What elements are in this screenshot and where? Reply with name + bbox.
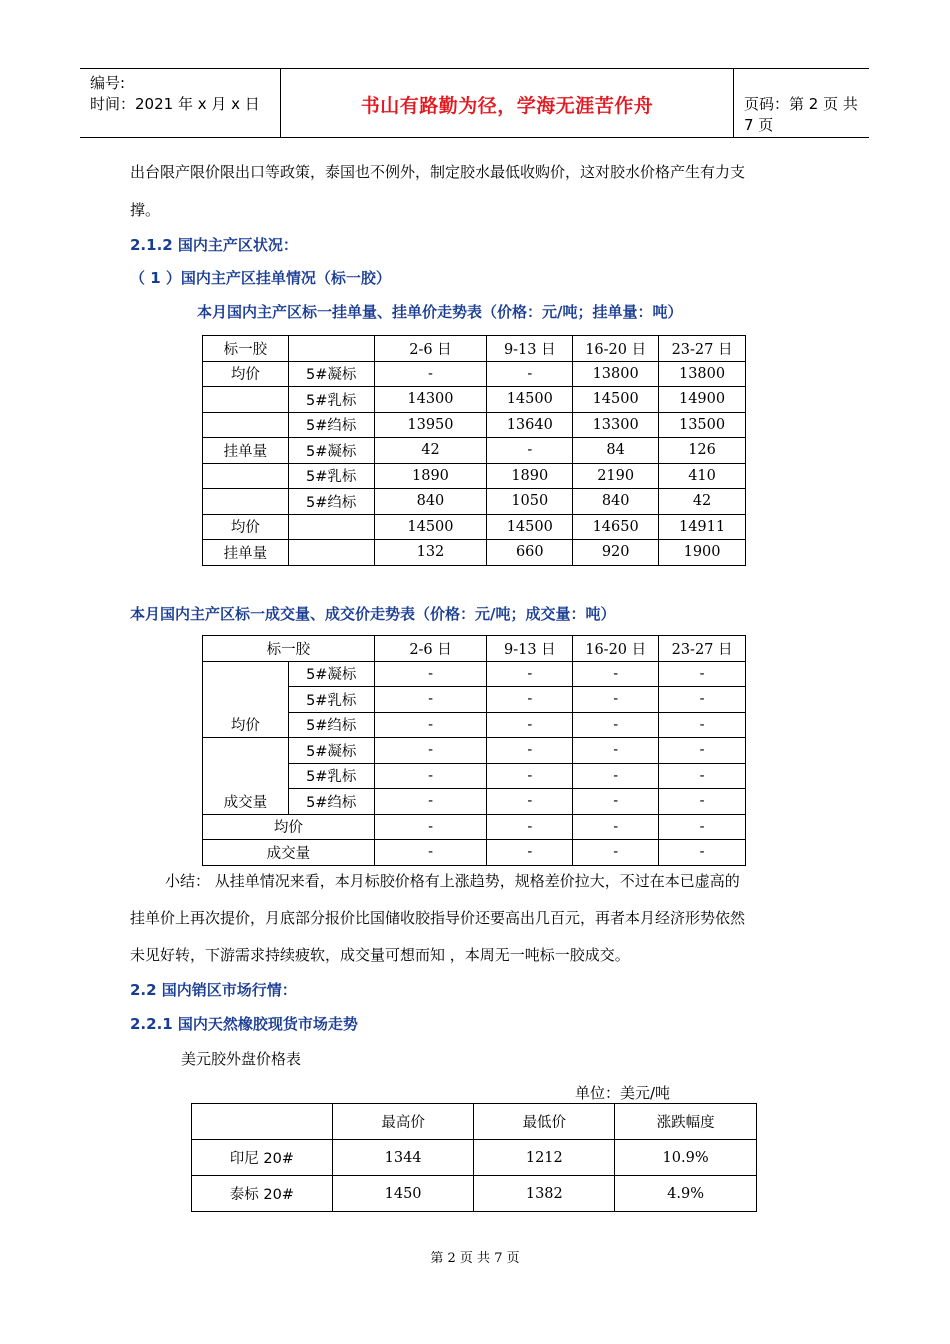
- table-cell: 13300: [573, 412, 659, 438]
- transaction-table: [202, 635, 746, 866]
- table-row: [203, 387, 746, 413]
- table-cell: -: [573, 661, 659, 687]
- table-cell: 4.9%: [615, 1176, 757, 1212]
- table-cell: 14500: [374, 514, 487, 540]
- table-cell: 14300: [374, 387, 487, 413]
- table-row: [203, 814, 746, 840]
- table-cell: -: [487, 438, 573, 464]
- row-label: 5#绉标: [288, 789, 374, 815]
- column-header: 9-13 日: [487, 636, 573, 662]
- row-label: 5#凝标: [288, 738, 374, 764]
- table-cell: -: [487, 814, 573, 840]
- table-cell: 1050: [487, 489, 573, 515]
- column-header: 标一胶: [203, 636, 375, 662]
- section-heading-2-2-1: 2.2.1 国内天然橡胶现货市场走势: [130, 1015, 358, 1033]
- table-cell: 泰标 20#: [192, 1176, 333, 1212]
- table-cell: -: [659, 789, 746, 815]
- summary-line: 小结： 从挂单情况来看，本月标胶价格有上涨趋势，规格差价拉大，不过在本已虚高的: [165, 872, 740, 890]
- table-cell: 5#凝标: [288, 361, 374, 387]
- table-row: [192, 1176, 757, 1212]
- table-cell: -: [374, 840, 487, 866]
- column-header: 23-27 日: [659, 636, 746, 662]
- column-header: 标一胶: [203, 336, 289, 362]
- table-cell: -: [487, 712, 573, 738]
- table-cell: 13500: [659, 412, 746, 438]
- table-cell: -: [487, 789, 573, 815]
- column-header: 涨跌幅度: [615, 1104, 757, 1140]
- table-cell: 920: [573, 540, 659, 566]
- column-header: 2-6 日: [374, 636, 487, 662]
- column-header: 16-20 日: [573, 336, 659, 362]
- table-cell: -: [487, 840, 573, 866]
- table-cell: [288, 514, 374, 540]
- table-cell: -: [374, 361, 487, 387]
- table-cell: 1212: [474, 1140, 615, 1176]
- table-cell: 5#绉标: [288, 412, 374, 438]
- table-cell: -: [487, 361, 573, 387]
- table-row: [203, 412, 746, 438]
- table-cell: 5#凝标: [288, 438, 374, 464]
- table-cell: -: [573, 763, 659, 789]
- group-label: 成交量: [203, 738, 289, 815]
- table-row: [203, 540, 746, 566]
- listing-table: [202, 335, 746, 566]
- table-cell: 10.9%: [615, 1140, 757, 1176]
- table-cell: 42: [659, 489, 746, 515]
- table-cell: -: [573, 738, 659, 764]
- table-cell: [203, 463, 289, 489]
- table-cell: 1890: [487, 463, 573, 489]
- table-cell: -: [659, 712, 746, 738]
- table-row: [203, 438, 746, 464]
- row-label: 5#绉标: [288, 712, 374, 738]
- table-cell: -: [487, 661, 573, 687]
- table-cell: -: [659, 814, 746, 840]
- table-cell: 126: [659, 438, 746, 464]
- table-cell: -: [374, 814, 487, 840]
- table-cell: 14911: [659, 514, 746, 540]
- table-cell: 14500: [487, 387, 573, 413]
- table-cell: 均价: [203, 361, 289, 387]
- page-footer: 第 2 页 共 7 页: [430, 1251, 520, 1266]
- group-label: 均价: [203, 661, 289, 738]
- subsection-heading: （ 1 ）国内主产区挂单情况（标一胶）: [130, 269, 391, 287]
- table-cell: -: [374, 712, 487, 738]
- table-cell: 660: [487, 540, 573, 566]
- table-cell: -: [374, 738, 487, 764]
- row-label: 成交量: [203, 840, 375, 866]
- table-header-row: [203, 336, 746, 362]
- row-label: 均价: [203, 814, 375, 840]
- row-label: 5#乳标: [288, 763, 374, 789]
- table-cell: -: [573, 687, 659, 713]
- table-cell: 5#乳标: [288, 387, 374, 413]
- table-cell: -: [573, 814, 659, 840]
- summary-line: 挂单价上再次提价，月底部分报价比国储收胶指导价还要高出几百元，再者本月经济形势依然: [130, 909, 746, 927]
- table-row: [203, 840, 746, 866]
- table-cell: 13800: [573, 361, 659, 387]
- doc-number-label: 编号:: [90, 74, 126, 92]
- table-cell: 13800: [659, 361, 746, 387]
- header-page-cell: [734, 69, 869, 137]
- table-cell: -: [573, 712, 659, 738]
- table-cell: [203, 387, 289, 413]
- table-row: [203, 463, 746, 489]
- table-cell: -: [374, 687, 487, 713]
- table-row: [203, 661, 746, 687]
- table3-unit: 单位：美元/吨: [575, 1084, 671, 1102]
- table-cell: -: [659, 687, 746, 713]
- header-meta: [80, 69, 280, 137]
- table-cell: -: [659, 738, 746, 764]
- usd-price-table: [191, 1103, 757, 1212]
- motto: 书山有路勤为径，学海无涯苦作舟: [360, 95, 654, 117]
- table-cell: 1890: [374, 463, 487, 489]
- table-cell: 印尼 20#: [192, 1140, 333, 1176]
- table-row: [192, 1140, 757, 1176]
- table-cell: -: [374, 661, 487, 687]
- column-header: 23-27 日: [659, 336, 746, 362]
- table-header-row: [192, 1104, 757, 1140]
- column-header: [192, 1104, 333, 1140]
- table-cell: -: [487, 738, 573, 764]
- table-cell: 1900: [659, 540, 746, 566]
- table-cell: [288, 540, 374, 566]
- row-label: 5#凝标: [288, 661, 374, 687]
- table-cell: -: [659, 840, 746, 866]
- table-row: [203, 489, 746, 515]
- section-heading-2-2: 2.2 国内销区市场行情：: [130, 981, 297, 999]
- page-header: [80, 68, 869, 138]
- table-cell: 1344: [332, 1140, 474, 1176]
- table-cell: 挂单量: [203, 540, 289, 566]
- table-cell: 14900: [659, 387, 746, 413]
- table-header-row: [203, 636, 746, 662]
- table-cell: 840: [573, 489, 659, 515]
- table-cell: -: [573, 789, 659, 815]
- table-cell: 13950: [374, 412, 487, 438]
- table2-title: 本月国内主产区标一成交量、成交价走势表（价格：元/吨；成交量：吨）: [130, 605, 616, 623]
- table-cell: -: [374, 763, 487, 789]
- table-cell: 14500: [487, 514, 573, 540]
- doc-time-label: 时间：2021 年 x 月 x 日: [90, 95, 260, 113]
- header-motto-cell: [280, 69, 734, 137]
- table-cell: 挂单量: [203, 438, 289, 464]
- table-cell: 14500: [573, 387, 659, 413]
- table-cell: 84: [573, 438, 659, 464]
- table-cell: [203, 489, 289, 515]
- row-label: 5#乳标: [288, 687, 374, 713]
- summary-line: 未见好转，下游需求持续疲软，成交量可想而知 ，本周无一吨标一胶成交。: [130, 946, 630, 964]
- table-cell: -: [487, 763, 573, 789]
- table-cell: 14650: [573, 514, 659, 540]
- table-cell: -: [659, 763, 746, 789]
- table-cell: 1450: [332, 1176, 474, 1212]
- column-header: 2-6 日: [374, 336, 487, 362]
- table-cell: -: [659, 661, 746, 687]
- table-cell: 5#乳标: [288, 463, 374, 489]
- table-cell: 410: [659, 463, 746, 489]
- column-header: 9-13 日: [487, 336, 573, 362]
- table-cell: 42: [374, 438, 487, 464]
- table-row: [203, 738, 746, 764]
- table-cell: 均价: [203, 514, 289, 540]
- table-cell: 132: [374, 540, 487, 566]
- table1-title: 本月国内主产区标一挂单量、挂单价走势表（价格：元/吨；挂单量：吨）: [197, 303, 683, 321]
- table-cell: 5#绉标: [288, 489, 374, 515]
- paragraph-line: 出台限产限价限出口等政策，泰国也不例外，制定胶水最低收购价，这对胶水价格产生有力支: [130, 163, 746, 181]
- column-header: [288, 336, 374, 362]
- table-cell: -: [487, 687, 573, 713]
- table-cell: [203, 412, 289, 438]
- page-indicator: 页码：第 2 页 共 7 页: [744, 95, 858, 134]
- table-row: [203, 361, 746, 387]
- table3-title: 美元胶外盘价格表: [181, 1050, 302, 1068]
- section-heading-2-1-2: 2.1.2 国内主产区状况：: [130, 236, 298, 254]
- table-cell: 13640: [487, 412, 573, 438]
- column-header: 最高价: [332, 1104, 474, 1140]
- table-cell: 2190: [573, 463, 659, 489]
- table-cell: -: [573, 840, 659, 866]
- table-cell: -: [374, 789, 487, 815]
- table-row: [203, 514, 746, 540]
- column-header: 16-20 日: [573, 636, 659, 662]
- column-header: 最低价: [474, 1104, 615, 1140]
- paragraph-line: 撑。: [130, 201, 161, 219]
- table-cell: 1382: [474, 1176, 615, 1212]
- table-cell: 840: [374, 489, 487, 515]
